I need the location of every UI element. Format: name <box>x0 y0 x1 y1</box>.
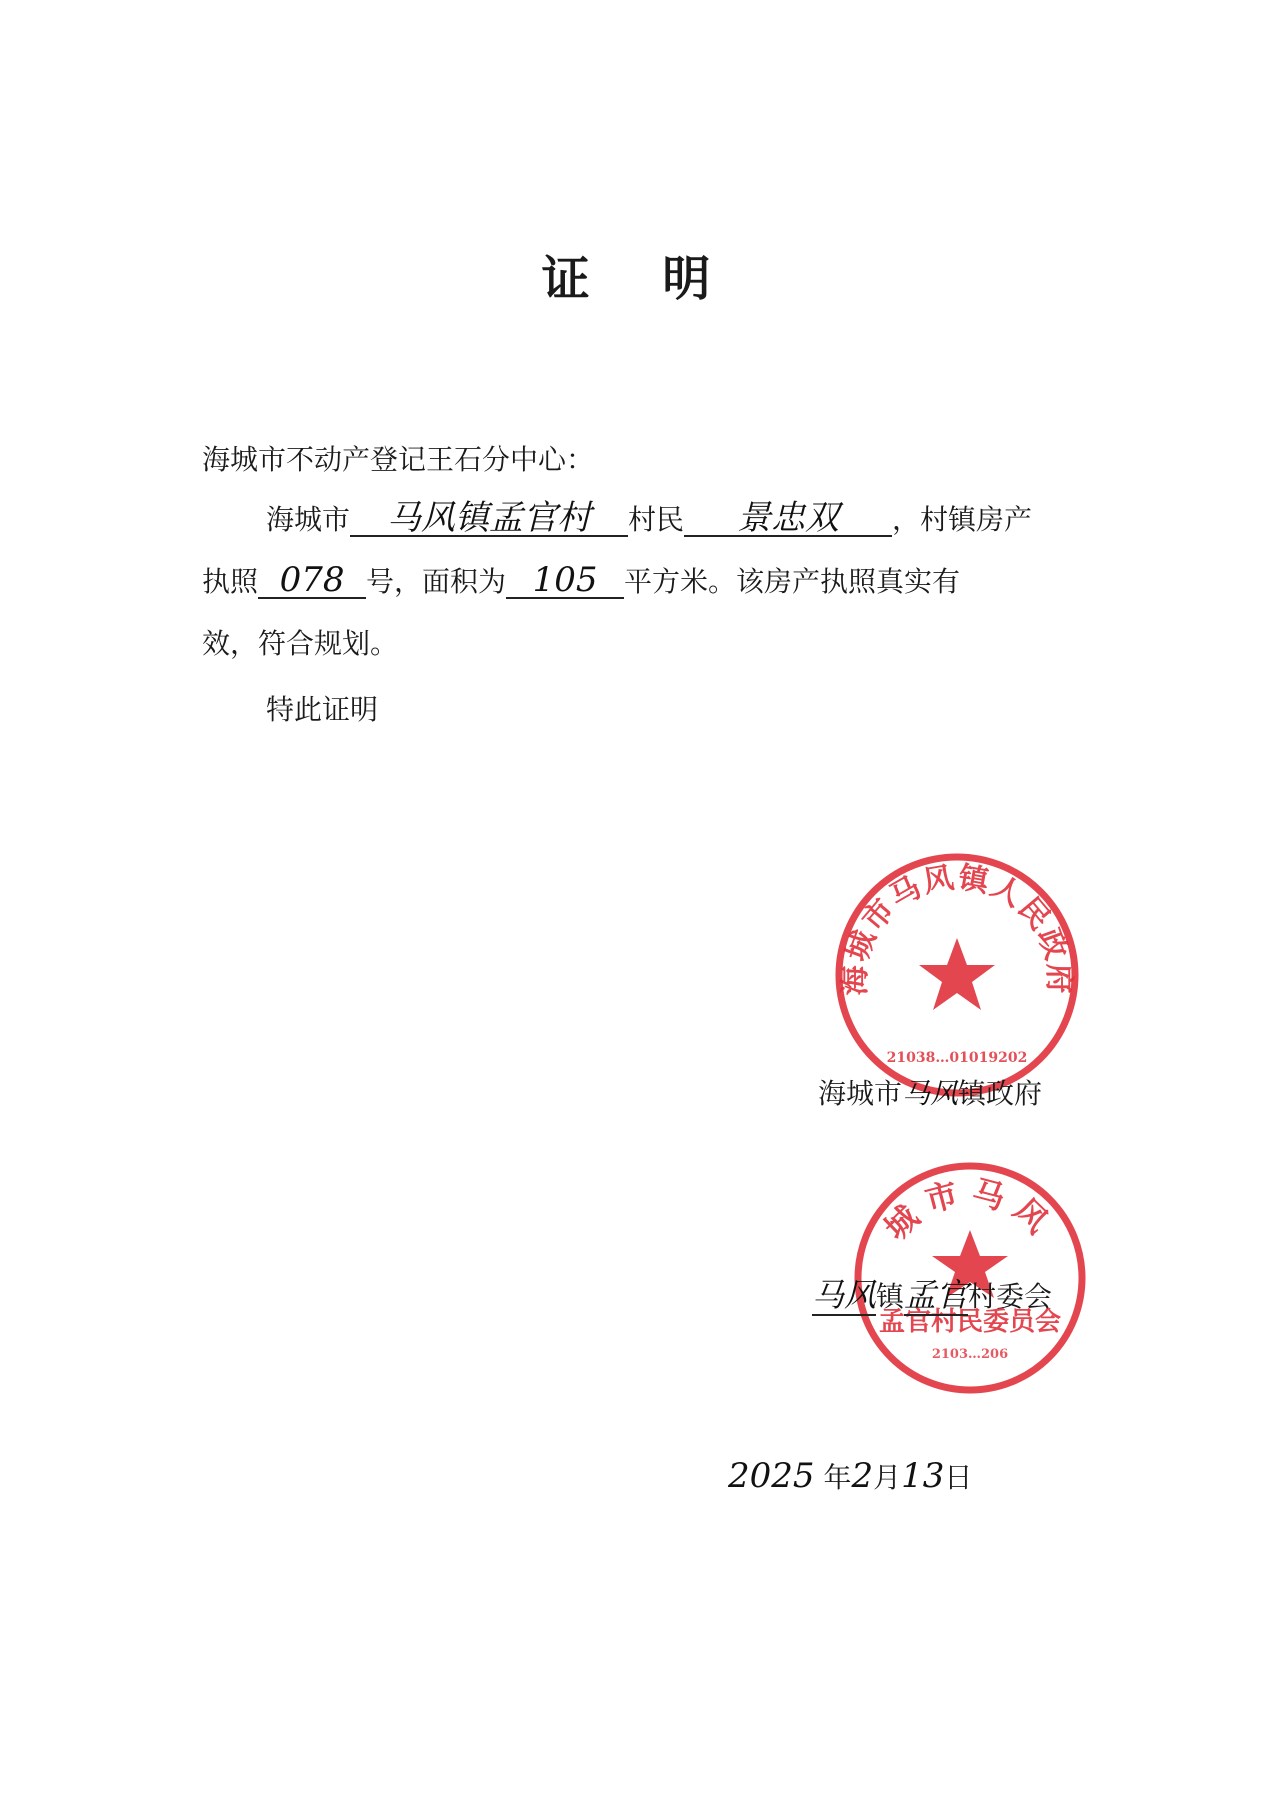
gov-signature-line <box>818 1072 1042 1112</box>
area-suffix: 平方米。该房产执照真实有 <box>624 565 961 598</box>
body-line-2 <box>202 560 960 600</box>
villager-name: 景忠双 <box>684 501 892 537</box>
line1-suffix: ，村镇房产 <box>892 503 1033 536</box>
vc-town-label: 镇 <box>876 1280 905 1313</box>
addressee: 海城市不动产登记王石分中心： <box>202 443 595 476</box>
vc-suffix: 村委会 <box>968 1280 1053 1313</box>
gov-seal-graphic <box>832 850 1082 1100</box>
license-number: 078 <box>258 563 366 599</box>
gov-suffix: 镇政府 <box>958 1077 1043 1110</box>
gov-handwritten-town: 马风 <box>902 1077 959 1110</box>
gov-prefix: 海城市 <box>818 1077 903 1110</box>
vc-handwritten-town: 马风 <box>812 1276 877 1314</box>
village-signature-line <box>812 1270 1052 1316</box>
gov-seal-code: 21038…01019202 <box>886 1050 1028 1066</box>
number-area-label: 号，面积为 <box>366 565 507 598</box>
village-filled: 马风镇孟官村 <box>350 501 628 537</box>
village-seal-code: 2103…206 <box>931 1347 1009 1362</box>
gov-seal-ring-text: 海城市马风镇人民政府 <box>837 860 1077 996</box>
village-seal-name: 孟官村民委员会 <box>878 1307 1062 1337</box>
date-year: 2025 <box>728 1456 815 1496</box>
villager-label: 村民 <box>628 503 685 536</box>
date-year-label: 年 <box>823 1461 852 1494</box>
date-day-label: 日 <box>944 1461 973 1494</box>
date-day: 13 <box>901 1456 945 1496</box>
area-value: 105 <box>506 563 624 599</box>
date-line <box>728 1456 972 1496</box>
date-month: 2 <box>851 1456 874 1496</box>
city-prefix: 海城市 <box>266 503 351 536</box>
body-line-1 <box>266 498 1032 538</box>
closing-text: 特此证明 <box>266 693 379 726</box>
license-label: 执照 <box>202 565 259 598</box>
vc-handwritten-village: 孟官 <box>904 1276 969 1314</box>
village-seal-ring-text: 城市马风 <box>876 1172 1064 1248</box>
gov-seal-stamp <box>832 850 1082 1100</box>
body-line-3: 效，符合规划。 <box>202 627 399 660</box>
document-title: 证 明 <box>541 251 739 307</box>
date-month-label: 月 <box>873 1461 902 1494</box>
